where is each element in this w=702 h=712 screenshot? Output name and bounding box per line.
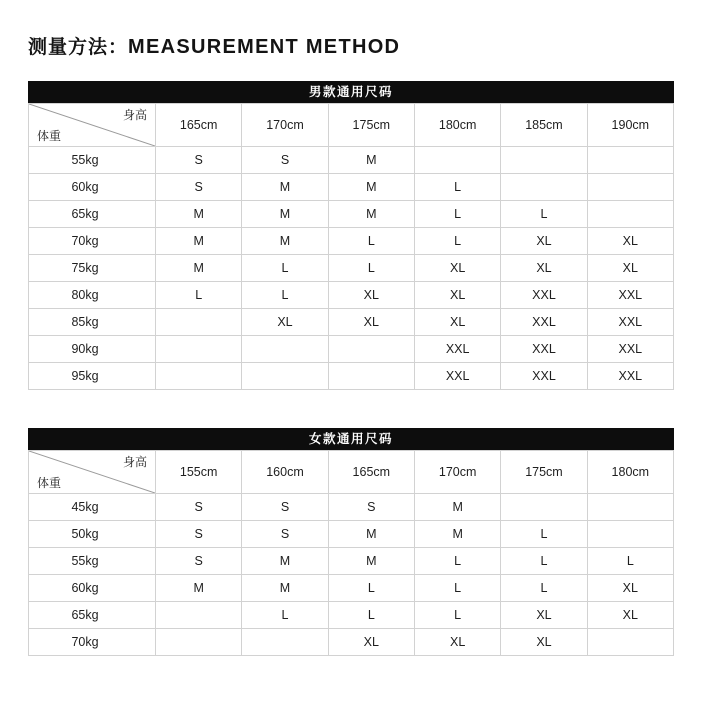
- size-cell-men-2-0: M: [156, 201, 242, 228]
- size-cell-women-2-2: M: [328, 548, 414, 575]
- size-cell-women-1-4: L: [501, 521, 587, 548]
- column-header-men-1: 170cm: [242, 104, 328, 147]
- size-cell-women-3-3: L: [414, 575, 500, 602]
- size-cell-men-1-2: M: [328, 174, 414, 201]
- table-row: [29, 147, 674, 174]
- size-cell-women-2-5: L: [587, 548, 673, 575]
- row-label-men-5: 80kg: [29, 282, 156, 309]
- size-cell-men-2-5: [587, 201, 673, 228]
- row-label-men-0: 55kg: [29, 147, 156, 174]
- column-header-men-2: 175cm: [328, 104, 414, 147]
- size-cell-women-5-0: [156, 629, 242, 656]
- table-row: [29, 494, 674, 521]
- size-cell-women-3-5: XL: [587, 575, 673, 602]
- size-cell-men-0-5: [587, 147, 673, 174]
- size-cell-men-3-3: L: [414, 228, 500, 255]
- size-cell-men-6-5: XXL: [587, 309, 673, 336]
- size-cell-women-1-1: S: [242, 521, 328, 548]
- size-cell-men-7-4: XXL: [501, 336, 587, 363]
- size-cell-men-7-3: XXL: [414, 336, 500, 363]
- row-label-women-4: 65kg: [29, 602, 156, 629]
- size-cell-men-8-2: [328, 363, 414, 390]
- size-cell-men-3-5: XL: [587, 228, 673, 255]
- table-row: [29, 363, 674, 390]
- size-cell-men-7-2: [328, 336, 414, 363]
- size-cell-men-3-0: M: [156, 228, 242, 255]
- row-label-men-1: 60kg: [29, 174, 156, 201]
- page-title-cn: 测量方法：: [28, 37, 129, 58]
- size-cell-men-8-4: XXL: [501, 363, 587, 390]
- size-cell-women-0-3: M: [414, 494, 500, 521]
- size-cell-men-7-0: [156, 336, 242, 363]
- size-cell-men-7-5: XXL: [587, 336, 673, 363]
- size-cell-women-2-3: L: [414, 548, 500, 575]
- table-header-row-women: [29, 451, 674, 494]
- weight-label-men: 体重: [37, 129, 62, 143]
- page-title: [28, 0, 674, 81]
- size-cell-women-2-4: L: [501, 548, 587, 575]
- size-cell-men-2-1: M: [242, 201, 328, 228]
- size-cell-men-8-0: [156, 363, 242, 390]
- size-cell-men-2-2: M: [328, 201, 414, 228]
- size-cell-men-7-1: [242, 336, 328, 363]
- row-label-women-3: 60kg: [29, 575, 156, 602]
- size-cell-women-5-2: XL: [328, 629, 414, 656]
- table-row: [29, 629, 674, 656]
- size-cell-men-8-1: [242, 363, 328, 390]
- height-label-men: 身高: [122, 108, 147, 122]
- size-cell-women-1-3: M: [414, 521, 500, 548]
- table-row: [29, 309, 674, 336]
- column-header-women-4: 175cm: [501, 451, 587, 494]
- size-cell-women-3-4: L: [501, 575, 587, 602]
- size-cell-women-1-2: M: [328, 521, 414, 548]
- size-table-women: [28, 428, 674, 656]
- size-cell-men-1-0: S: [156, 174, 242, 201]
- height-label-women: 身高: [122, 455, 147, 469]
- size-cell-women-4-3: L: [414, 602, 500, 629]
- size-cell-men-1-4: [501, 174, 587, 201]
- table-row: [29, 521, 674, 548]
- size-cell-men-0-1: S: [242, 147, 328, 174]
- size-table-men: [28, 81, 674, 390]
- size-cell-women-5-5: [587, 629, 673, 656]
- size-cell-men-1-5: [587, 174, 673, 201]
- size-cell-men-4-3: XL: [414, 255, 500, 282]
- size-cell-women-0-2: S: [328, 494, 414, 521]
- row-label-men-7: 90kg: [29, 336, 156, 363]
- table-row: [29, 336, 674, 363]
- size-cell-women-0-5: [587, 494, 673, 521]
- table-women: [28, 450, 674, 656]
- size-cell-men-5-4: XXL: [501, 282, 587, 309]
- size-cell-men-0-3: [414, 147, 500, 174]
- size-cell-women-4-2: L: [328, 602, 414, 629]
- size-cell-men-4-1: L: [242, 255, 328, 282]
- row-label-men-6: 85kg: [29, 309, 156, 336]
- size-cell-men-1-3: L: [414, 174, 500, 201]
- size-cell-men-2-4: L: [501, 201, 587, 228]
- row-label-women-1: 50kg: [29, 521, 156, 548]
- size-cell-women-5-3: XL: [414, 629, 500, 656]
- size-cell-men-8-5: XXL: [587, 363, 673, 390]
- size-cell-women-2-0: S: [156, 548, 242, 575]
- size-cell-men-0-0: S: [156, 147, 242, 174]
- size-cell-men-5-2: XL: [328, 282, 414, 309]
- size-cell-men-5-1: L: [242, 282, 328, 309]
- column-header-men-3: 180cm: [414, 104, 500, 147]
- corner-cell-men: [29, 104, 156, 147]
- size-cell-men-8-3: XXL: [414, 363, 500, 390]
- table-header-row-men: [29, 104, 674, 147]
- column-header-men-5: 190cm: [587, 104, 673, 147]
- size-cell-men-3-1: M: [242, 228, 328, 255]
- size-cell-men-6-4: XXL: [501, 309, 587, 336]
- size-cell-women-4-0: [156, 602, 242, 629]
- size-cell-women-0-1: S: [242, 494, 328, 521]
- size-cell-men-4-2: L: [328, 255, 414, 282]
- size-cell-women-0-0: S: [156, 494, 242, 521]
- table-row: [29, 602, 674, 629]
- size-cell-women-2-1: M: [242, 548, 328, 575]
- size-cell-women-0-4: [501, 494, 587, 521]
- size-cell-women-3-0: M: [156, 575, 242, 602]
- column-header-women-5: 180cm: [587, 451, 673, 494]
- size-cell-women-3-1: M: [242, 575, 328, 602]
- size-cell-women-1-5: [587, 521, 673, 548]
- size-cell-men-3-2: L: [328, 228, 414, 255]
- size-cell-men-4-5: XL: [587, 255, 673, 282]
- weight-label-women: 体重: [37, 476, 62, 490]
- row-label-women-5: 70kg: [29, 629, 156, 656]
- table-header-men: 男款通用尺码: [28, 81, 674, 103]
- size-cell-men-0-4: [501, 147, 587, 174]
- size-cell-men-1-1: M: [242, 174, 328, 201]
- size-cell-men-6-3: XL: [414, 309, 500, 336]
- row-label-men-3: 70kg: [29, 228, 156, 255]
- size-cell-women-4-1: L: [242, 602, 328, 629]
- table-row: [29, 174, 674, 201]
- page-title-en: MEASUREMENT METHOD: [128, 36, 401, 58]
- size-cell-men-5-5: XXL: [587, 282, 673, 309]
- column-header-women-2: 165cm: [328, 451, 414, 494]
- size-cell-men-6-0: [156, 309, 242, 336]
- size-cell-men-5-0: L: [156, 282, 242, 309]
- size-cell-men-3-4: XL: [501, 228, 587, 255]
- row-label-women-2: 55kg: [29, 548, 156, 575]
- table-row: [29, 548, 674, 575]
- size-cell-women-5-4: XL: [501, 629, 587, 656]
- table-row: [29, 201, 674, 228]
- table-row: [29, 575, 674, 602]
- column-header-women-3: 170cm: [414, 451, 500, 494]
- size-cell-men-6-1: XL: [242, 309, 328, 336]
- table-row: [29, 282, 674, 309]
- size-cell-men-5-3: XL: [414, 282, 500, 309]
- size-cell-men-4-4: XL: [501, 255, 587, 282]
- size-cell-women-1-0: S: [156, 521, 242, 548]
- table-row: [29, 255, 674, 282]
- size-cell-men-4-0: M: [156, 255, 242, 282]
- size-cell-men-6-2: XL: [328, 309, 414, 336]
- size-cell-women-5-1: [242, 629, 328, 656]
- size-cell-women-4-5: XL: [587, 602, 673, 629]
- column-header-men-4: 185cm: [501, 104, 587, 147]
- size-cell-women-4-4: XL: [501, 602, 587, 629]
- column-header-women-0: 155cm: [156, 451, 242, 494]
- column-header-women-1: 160cm: [242, 451, 328, 494]
- column-header-men-0: 165cm: [156, 104, 242, 147]
- size-cell-men-2-3: L: [414, 201, 500, 228]
- table-header-women: 女款通用尺码: [28, 428, 674, 450]
- row-label-men-4: 75kg: [29, 255, 156, 282]
- table-men: [28, 103, 674, 390]
- size-cell-men-0-2: M: [328, 147, 414, 174]
- row-label-men-8: 95kg: [29, 363, 156, 390]
- size-cell-women-3-2: L: [328, 575, 414, 602]
- table-row: [29, 228, 674, 255]
- row-label-men-2: 65kg: [29, 201, 156, 228]
- row-label-women-0: 45kg: [29, 494, 156, 521]
- corner-cell-women: [29, 451, 156, 494]
